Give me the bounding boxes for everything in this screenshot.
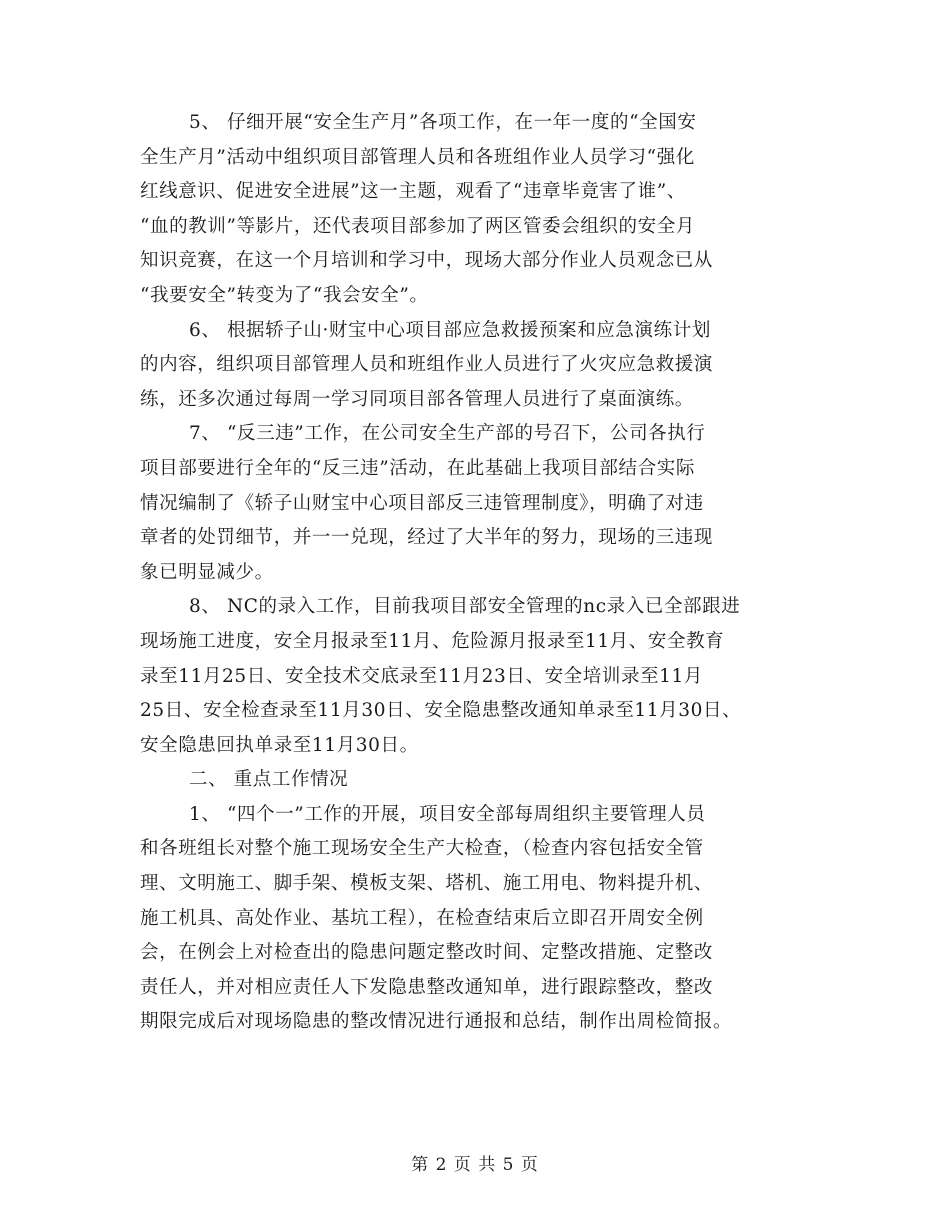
paragraph-line: 和各班组长对整个施工现场安全生产大检查，（检查内容包括安全管 [140,838,704,860]
paragraph-line: 录至11月25日、安全技术交底录至11月23日、安全培训录至11月 [140,665,704,687]
section-heading-key-work [140,763,830,798]
page-number-footer: 第 2 页 共 5 页 [411,1155,539,1175]
paragraph-line: 安全隐患回执单录至11月30日。 [140,734,419,756]
document-body [140,106,830,1040]
paragraph-line: 6、 根据轿子山·财宝中心项目部应急救援预案和应急演练计划 [189,319,711,341]
paragraph-line: 章者的处罚细节，并一一兑现，经过了大半年的努力，现场的三违现 [140,527,714,549]
paragraph-line: 的内容，组织项目部管理人员和班组作业人员进行了火灾应急救援演 [140,354,714,376]
paragraph-line: “血的教训”等影片，还代表项目部参加了两区管委会组织的安全月 [140,215,695,237]
paragraph-line: “我要安全”转变为了“我会安全”。 [140,284,429,306]
paragraph-line: 现场施工进度，安全月报录至11月、危险源月报录至11月、安全教育 [140,630,725,652]
paragraph-line: 红线意识、促进安全进展”这一主题，观看了“违章毕竟害了谁”、 [140,181,686,203]
paragraph-line: 责任人，并对相应责任人下发隐患整改通知单，进行跟踪整改，整改 [140,976,714,998]
paragraph-line: 期限完成后对现场隐患的整改情况进行通报和总结，制作出周检简报。 [140,1011,733,1033]
paragraph-line: 知识竞赛，在这一个月培训和学习中，现场大部分作业人员观念已从 [140,250,714,272]
section-heading: 二、 重点工作情况 [189,769,349,791]
paragraph-item-8 [140,590,830,763]
paragraph-line: 项目部要进行全年的“反三违”活动，在此基础上我项目部结合实际 [140,457,695,479]
paragraph-line: 8、 NC的录入工作，目前我项目部安全管理的nc录入已全部跟进 [189,596,741,618]
paragraph-line: 5、 仔细开展“安全生产月”各项工作，在一年一度的“全国安 [189,112,697,133]
paragraph-line: 25日、安全检查录至11月30日、安全隐患整改通知单录至11月30日、 [140,700,742,722]
paragraph-line: 7、 “反三违”工作，在公司安全生产部的号召下，公司各执行 [189,423,706,445]
paragraph-line: 理、文明施工、脚手架、模板支架、塔机、施工用电、物料提升机、 [140,873,714,895]
paragraph-line: 情况编制了《轿子山财宝中心项目部反三违管理制度》，明确了对违 [140,492,704,514]
paragraph-line: 练，还多次通过每周一学习同项目部各管理人员进行了桌面演练。 [140,388,694,410]
paragraph-item-7 [140,417,830,590]
paragraph-item-5 [140,106,830,314]
paragraph-item-6 [140,314,830,418]
paragraph-line: 象已明显减少。 [140,561,274,583]
paragraph-line: 1、 “四个一”工作的开展，项目安全部每周组织主要管理人员 [189,803,706,825]
paragraph-line: 全生产月”活动中组织项目部管理人员和各班组作业人员学习“强化 [140,146,695,168]
paragraph-line: 会，在例会上对检查出的隐患问题定整改时间、定整改措施、定整改 [140,942,714,964]
paragraph-line: 施工机具、高处作业、基坑工程），在检查结束后立即召开周安全例 [140,907,704,929]
paragraph-section-2-item-1 [140,798,830,1040]
